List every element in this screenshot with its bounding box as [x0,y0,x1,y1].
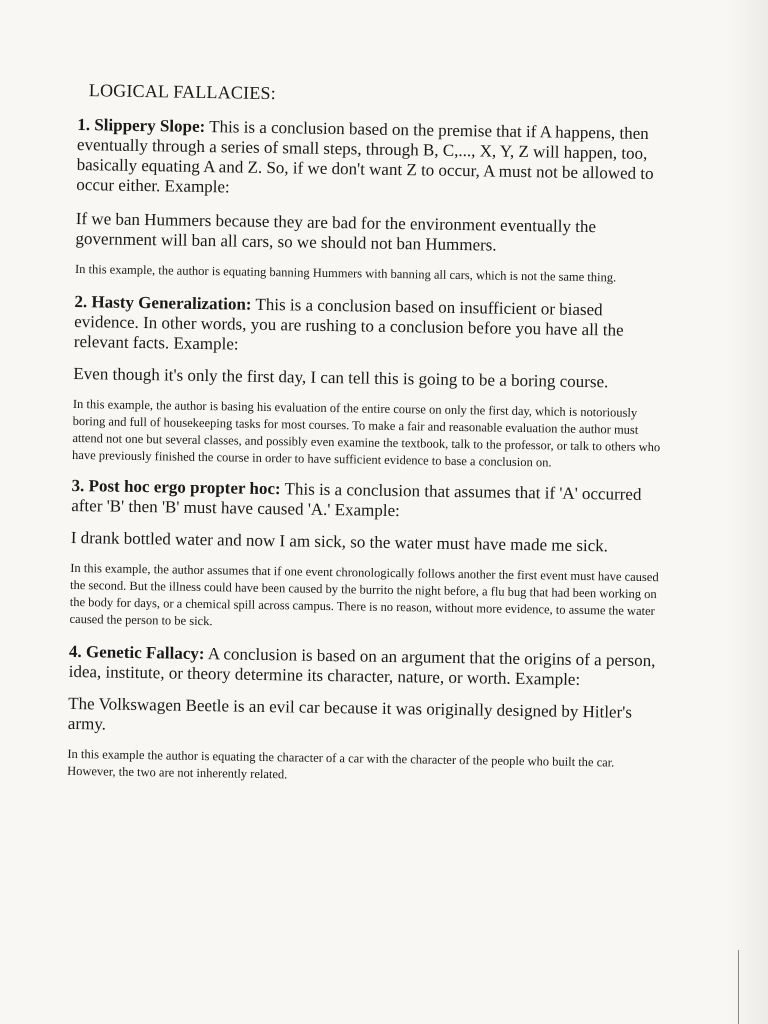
definition-text: This is a conclusion based on the premise that if A happens, then eventually through a series of small steps, through B, C,..., X, Y, Z will happen, too, basically equating A and Z. So, if we don't want Z to occur, A must not be allowed to occur either. Example: [76,117,654,197]
section-definition [71,476,662,525]
explanation-text: In this example, the author assumes that if one event chronologically follows another the first event must have caused the second. But the illness could have been caused by the burrito the night before, a flu bug that had been working on the body for days, or a chemical spill across campus. There is no reason, without more evidence, to assume the water caused the person to be sick. [69,560,659,629]
section-definition [76,115,667,204]
section-genetic-fallacy [67,642,659,789]
document-content [67,80,668,803]
example-text: I drank bottled water and now I am sick, so the water must have made me sick. [70,527,609,556]
definition-text: A conclusion is based on an argument that the origins of a person, idea, institute, or theory determine its character, nature, or worth. Example: [68,644,656,689]
example-text: The Volkswagen Beetle is an evil car because it was originally designed by Hitler's army. [67,693,633,734]
section-slippery-slope [75,115,667,287]
section-heading: 4. Genetic Fallacy: [68,641,205,664]
explanation-text: In this example the author is equating the character of a car with the character of the people who built the car. However, the two are not inherently related. [67,746,615,782]
section-hasty-generalization [72,292,665,473]
definition-text: This is a conclusion based on insufficient or biased evidence. In other words, you are rushing to a conclusion before you have all the relevant facts. Example: [73,294,624,354]
section-heading: 2. Hasty Generalization: [74,291,252,314]
section-definition [74,292,665,361]
example-text: Even though it's only the first day, I can tell this is going to be a boring course. [73,363,609,392]
explanation-text: In this example, the author is basing his evaluation of the entire course on only the first day, which is notoriously boring and full of housekeeping tasks for most courses. To make a fair and reasonable evaluation the author must attend not one but several classes, and possibly even examine the textbook, talk to the professor, or talk to others who have previously finished the course in order to have sufficient evidence to base a conclusion on. [71,396,661,470]
section-heading: 3. Post hoc ergo propter hoc: [71,475,281,499]
section-post-hoc [69,476,661,637]
explanation-text: In this example, the author is equating banning Hummers with banning all cars, which is not the same thing. [74,261,617,285]
section-definition [69,642,660,691]
definition-text: This is a conclusion that assumes that if 'A' occurred after 'B' then 'B' must have caused 'A.' Example: [71,479,642,521]
section-heading: 1. Slippery Slope: [77,114,206,137]
example-text: If we ban Hummers because they are bad for the environment eventually the government will ban all cars, so we should not ban Hummers. [75,208,597,255]
page-fold-line [738,950,739,1024]
page-edge-shadow [728,0,768,1024]
document-title: LOGICAL FALLACIES: [88,80,277,104]
